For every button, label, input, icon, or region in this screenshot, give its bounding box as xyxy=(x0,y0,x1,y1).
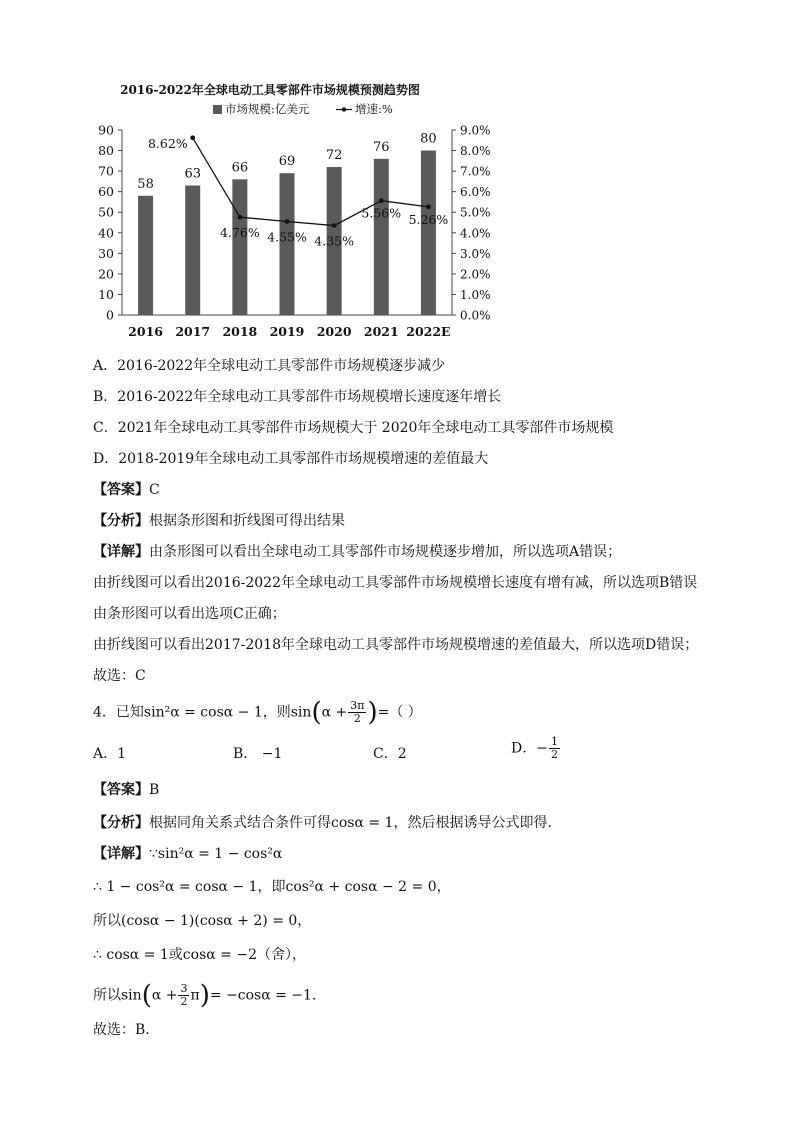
detail-tag: 【详解】 xyxy=(93,544,149,560)
left-axis-tick-label: 20 xyxy=(98,266,114,282)
bar-value-label: 76 xyxy=(373,139,390,155)
growth-value-label: 5.26% xyxy=(408,211,449,227)
growth-point xyxy=(237,215,242,220)
right-axis-tick-label: 2.0% xyxy=(460,267,491,282)
bar xyxy=(138,196,153,315)
x-axis-category-label: 2018 xyxy=(222,324,258,339)
left-axis-tick-label: 50 xyxy=(98,204,114,220)
chart-canvas xyxy=(80,76,491,346)
bar xyxy=(232,179,247,315)
legend-bar-swatch xyxy=(213,105,222,114)
bar-value-label: 63 xyxy=(184,166,201,182)
analysis-tag: 【分析】 xyxy=(93,513,149,529)
q3-option-c: C．2021年全球电动工具零部件市场规模大于 2020年全球电动工具零部件市场规模 xyxy=(93,420,614,436)
q4-stem-alpha: α + xyxy=(321,704,348,721)
q3-detail-3: 由条形图可以看出选项C正确； xyxy=(93,606,286,622)
left-axis-tick-label: 40 xyxy=(98,225,114,241)
bar-value-label: 72 xyxy=(325,148,343,163)
q3-option-d: D．2018-2019年全球电动工具零部件市场规模增速的差值最大 xyxy=(93,451,489,467)
left-axis-tick-label: 80 xyxy=(98,143,114,159)
chart-title: 2016-2022年全球电动工具零部件市场规模预测趋势图 xyxy=(120,83,420,97)
q4-stem-pre: 已知 xyxy=(115,704,144,721)
legend-line-marker xyxy=(342,107,346,111)
q3-option-a: A．2016-2022年全球电动工具零部件市场规模逐步减少 xyxy=(93,358,446,374)
q4-stem: 4．已知sin²α = cosα − 1，则sin(α + $\frac{3\pi}{2}$ )=（ ） xyxy=(93,697,422,728)
bar-value-label: 80 xyxy=(420,131,437,147)
q4-number: 4． xyxy=(93,704,116,721)
q4-conclusion: 故选：B. xyxy=(93,1022,150,1038)
left-axis-tick-label: 60 xyxy=(98,184,114,200)
bar xyxy=(421,151,436,315)
q4-answer xyxy=(93,780,159,800)
bar xyxy=(185,186,200,316)
left-axis-tick-label: 0 xyxy=(106,307,114,323)
growth-value-label: 4.55% xyxy=(267,229,307,245)
q4-stem-eq: sin²α = cosα − 1，则 xyxy=(143,704,291,721)
q4-stem-sin: sin xyxy=(290,704,312,721)
growth-value-label: 8.62% xyxy=(147,135,188,151)
right-axis-tick-label: 9.0% xyxy=(460,123,491,138)
right-axis-tick-label: 5.0% xyxy=(460,205,491,220)
x-axis-category-label: 2016 xyxy=(128,324,163,339)
q4-option-d-fraction: $\frac{1}{2}$ xyxy=(550,735,558,761)
answer-tag: 【答案】 xyxy=(93,782,149,798)
q4-detail-2: ∴ 1 − cos²α = cosα − 1，即cos²α + cosα − 2 = 0， xyxy=(93,879,451,895)
bar xyxy=(374,159,389,315)
right-axis-tick-label: 8.0% xyxy=(460,144,491,159)
q4-detail-3: 所以(cosα − 1)(cosα + 2) = 0， xyxy=(93,913,312,929)
q4-stem-fraction: $\frac{3\pi}{2}$ xyxy=(350,699,365,725)
right-axis-tick-label: 4.0% xyxy=(460,226,491,241)
q3-answer xyxy=(93,480,160,500)
right-axis-tick-label: 6.0% xyxy=(460,185,491,200)
growth-value-label: 4.76% xyxy=(219,225,260,241)
chart-legend xyxy=(213,102,393,116)
growth-point xyxy=(332,223,337,228)
q4-option-d: D．− $\frac{1}{2}$ xyxy=(511,735,558,761)
legend-bar-label: 市场规模:亿美元 xyxy=(225,102,310,116)
legend-line-label: 增速:% xyxy=(355,102,393,116)
right-axis-tick-label: 7.0% xyxy=(460,164,491,179)
q4-analysis: 【分析】根据同角关系式结合条件可得cosα = 1，然后根据诱导公式即得. xyxy=(93,815,552,831)
q4-detail-4: ∴ cosα = 1或cosα = −2（舍）， xyxy=(93,947,306,963)
q3-detail-1 xyxy=(93,542,621,562)
left-axis-tick-label: 10 xyxy=(98,286,114,302)
x-axis-category-label: 2021 xyxy=(363,324,399,339)
detail-text: 由条形图可以看出全球电动工具零部件市场规模逐步增加，所以选项A错误； xyxy=(149,544,622,560)
market-chart xyxy=(80,76,491,346)
growth-point xyxy=(285,219,290,224)
q3-analysis xyxy=(93,511,345,531)
q4-detail-1: 【详解】∵sin²α = 1 − cos²α xyxy=(93,846,283,862)
q4-option-a: A．1 xyxy=(93,746,127,762)
q3-detail-4: 由折线图可以看出2017-2018年全球电动工具零部件市场规模增速的差值最大，所以选项D错误； xyxy=(93,637,699,653)
left-axis-tick-label: 30 xyxy=(98,245,114,261)
q4-option-b: B． −1 xyxy=(233,746,283,762)
growth-point xyxy=(379,198,384,203)
answer-tag: 【答案】 xyxy=(93,482,149,498)
analysis-tag: 【分析】 xyxy=(93,815,149,831)
growth-value-label: 5.56% xyxy=(361,205,402,221)
q3-detail-2: 由折线图可以看出2016-2022年全球电动工具零部件市场规模增长速度有增有减，所以选项B错误 xyxy=(93,575,698,591)
right-axis-tick-label: 0.0% xyxy=(460,308,491,323)
growth-value-label: 4.35% xyxy=(314,233,355,249)
answer-value: C xyxy=(149,482,160,498)
q4-option-c: C．2 xyxy=(373,746,407,762)
x-axis-category-label: 2019 xyxy=(269,324,305,339)
detail-tag: 【详解】 xyxy=(93,846,149,862)
q3-option-b: B．2016-2022年全球电动工具零部件市场规模增长速度逐年增长 xyxy=(93,389,502,405)
left-axis-tick-label: 90 xyxy=(98,122,114,138)
bar-value-label: 69 xyxy=(278,154,296,170)
right-axis-tick-label: 1.0% xyxy=(460,287,491,302)
x-axis-category-label: 2017 xyxy=(175,324,211,339)
q3-conclusion: 故选：C xyxy=(93,668,146,684)
bar-value-label: 66 xyxy=(231,160,249,176)
x-axis-category-label: 2020 xyxy=(316,324,352,339)
q4-detail-5: 所以sin(α + $\frac{3}{2}$ π)= −cosα = −1. xyxy=(93,980,317,1011)
q4-stem-end: =（ ） xyxy=(377,704,422,721)
answer-value: B xyxy=(149,782,160,798)
growth-point xyxy=(190,135,195,140)
analysis-text: 根据条形图和折线图可得出结果 xyxy=(149,513,345,529)
left-axis-tick-label: 70 xyxy=(98,163,114,179)
q4-detail-fraction: $\frac{3}{2}$ xyxy=(180,982,188,1008)
x-axis-category-label: 2022E xyxy=(406,324,451,339)
bar-value-label: 58 xyxy=(137,176,154,192)
growth-point xyxy=(426,204,431,209)
right-axis-tick-label: 3.0% xyxy=(460,246,491,261)
